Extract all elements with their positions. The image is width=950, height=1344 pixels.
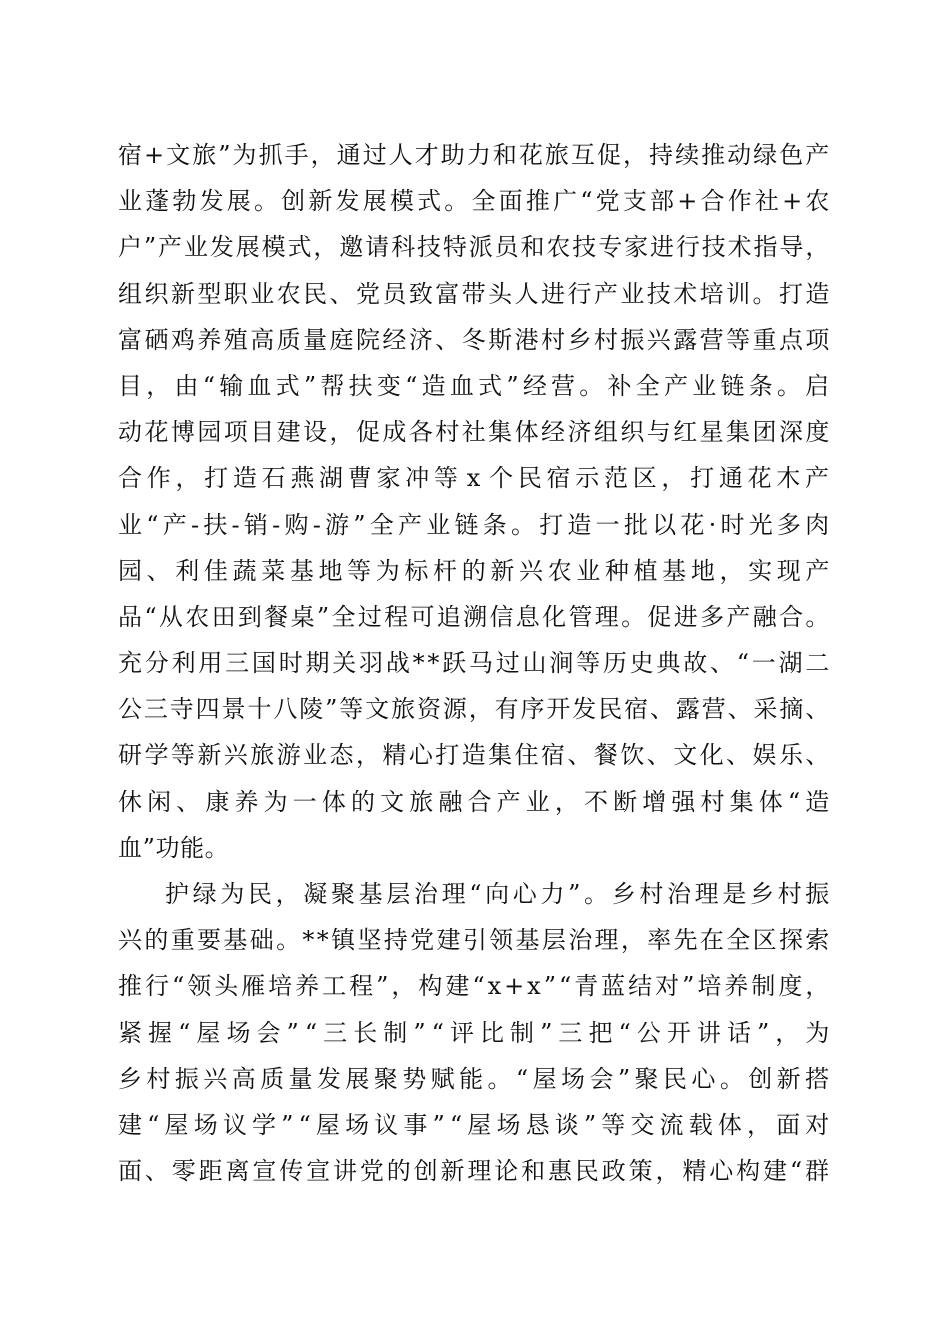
text-line: 宿 + 文 旅 ” 为 抓 手 ， 通 过 人 才 助 力 和 花 旅 互 促 ， 持 续 推 动 绿 色 产	[118, 141, 830, 169]
text-line: 乡 村 振 兴 高 质 量 发 展 聚 势 赋 能 。 “ 屋 场 会 ” 聚 民 心 。 创 新 搭	[118, 1064, 830, 1093]
text-line: 合 作 ， 打 造 石 燕 湖 曹 家 冲 等 x 个 民 宿 示 范 区 ， 打 通 花 木 产	[118, 464, 830, 493]
text-line: 品 “ 从 农 田 到 餐 桌 ” 全 过 程 可 追 溯 信 息 化 管 理 。 促 进 多 产 融 合 。	[118, 602, 830, 631]
text-line: 公 三 寺 四 景 十 八 陵 ” 等 文 旅 资 源 ， 有 序 开 发 民 宿 、 露 营 、 采 摘 、	[118, 695, 830, 724]
body-text	[118, 132, 830, 1194]
text-line: 目 ， 由 “ 输 血 式 ” 帮 扶 变 “ 造 血 式 ” 经 营 。 补 全 产 业 链 条 。 启	[118, 371, 830, 400]
text-line: 户 ” 产 业 发 展 模 式 ， 邀 请 科 技 特 派 员 和 农 技 专 家 进 行 技 术 指 导 ，	[118, 233, 830, 262]
text-line: 休 闲 、 康 养 为 一 体 的 文 旅 融 合 产 业 ， 不 断 增 强 村 集 体 “ 造	[118, 787, 830, 816]
text-line: 业 蓬 勃 发 展 。 创 新 发 展 模 式 。 全 面 推 广 “ 党 支 部 + 合 作 社 + 农	[118, 187, 830, 216]
text-line: 紧 握 “ 屋 场 会 ” “ 三 长 制 ” “ 评 比 制 ” 三 把 “ 公 开 讲 话 ” ， 为	[118, 1018, 830, 1047]
text-line: 推 行 “ 领 头 雁 培 养 工 程 ” ， 构 建 “ x + x ” “ 青 蓝 结 对 ” 培 养 制 度 ，	[118, 972, 830, 1001]
text-line: 业 “ 产 - 扶 - 销 - 购 - 游 ” 全 产 业 链 条 。 打 造 一 批 以 花 · 时 光 多 肉	[118, 510, 830, 539]
text-line: 面 、 零 距 离 宣 传 宣 讲 党 的 创 新 理 论 和 惠 民 政 策 ， 精 心 构 建 “ 群	[118, 1157, 830, 1186]
text-line: 动 花 博 园 项 目 建 设 ， 促 成 各 村 社 集 体 经 济 组 织 与 红 星 集 团 深 度	[118, 418, 830, 447]
text-line: 园 、 利 佳 蔬 菜 基 地 等 为 标 杆 的 新 兴 农 业 种 植 基 地 ， 实 现 产	[118, 556, 830, 585]
text-line: 兴 的 重 要 基 础 。 * * 镇 坚 持 党 建 引 领 基 层 治 理 ， 率 先 在 全 区 探 索	[118, 926, 830, 955]
text-line: 研 学 等 新 兴 旅 游 业 态 ， 精 心 打 造 集 住 宿 、 餐 饮 、 文 化 、 娱 乐 、	[118, 741, 830, 770]
text-line: 组 织 新 型 职 业 农 民 、 党 员 致 富 带 头 人 进 行 产 业 技 术 培 训 。 打 造	[118, 279, 830, 308]
text-line: 充 分 利 用 三 国 时 期 关 羽 战 * * 跃 马 过 山 涧 等 历 史 典 故 、 “ 一 湖 二	[118, 649, 830, 678]
text-line: 建 “ 屋 场 议 学 ” “ 屋 场 议 事 ” “ 屋 场 恳 谈 ” 等 交 流 载 体 ， 面 对	[118, 1110, 830, 1139]
text-line-paragraph-start: 护 绿 为 民 ， 凝 聚 基 层 治 理 “ 向 心 力 ” 。 乡 村 治 理 是 乡 村 振	[165, 880, 830, 908]
text-line: 富 硒 鸡 养 殖 高 质 量 庭 院 经 济 、 冬 斯 港 村 乡 村 振 兴 露 营 等 重 点 项	[118, 325, 830, 354]
text-line-paragraph-end: 血”功能。	[118, 833, 230, 862]
